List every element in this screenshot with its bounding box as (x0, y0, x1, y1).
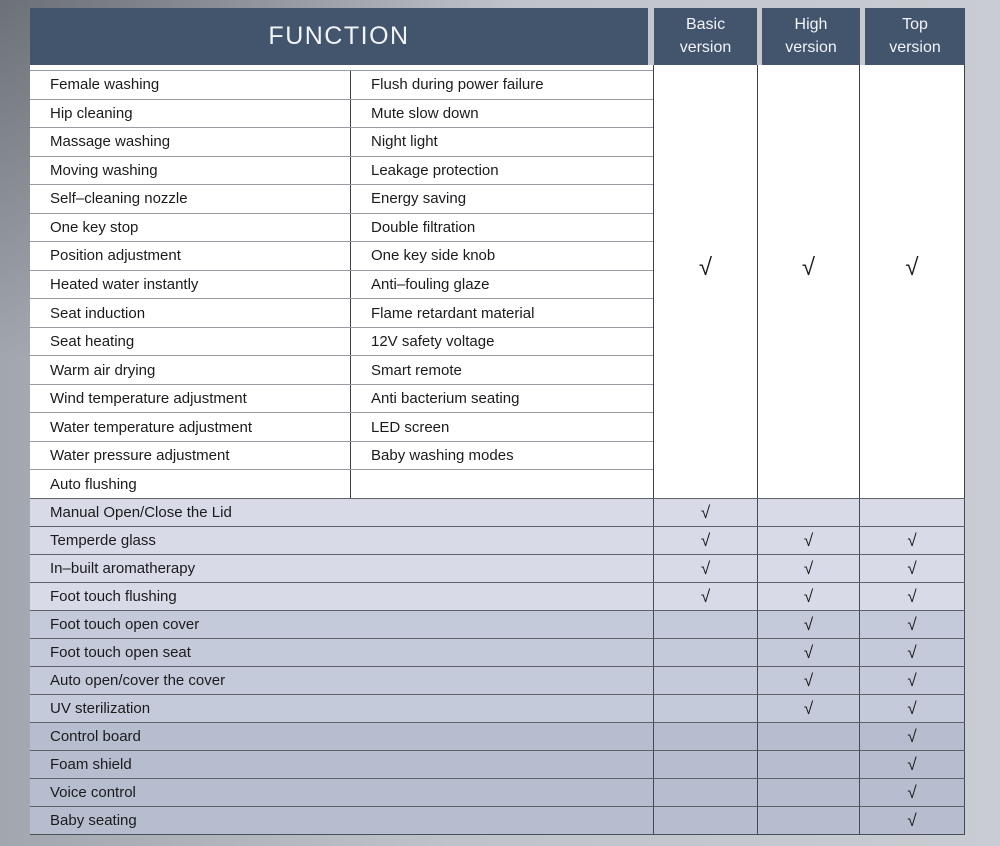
function-cell: Water pressure adjustment (50, 447, 230, 465)
function-cell (350, 470, 653, 498)
function-cell: Position adjustment (50, 247, 181, 265)
high-check-cell (757, 751, 859, 778)
function-cell: Hip cleaning (50, 104, 133, 122)
function-cell: Flush during power failure (350, 71, 653, 99)
top-check-cell (859, 499, 965, 526)
table-row (30, 184, 653, 213)
table-row (30, 610, 965, 638)
function-cell: Double filtration (350, 214, 653, 242)
function-cell: LED screen (350, 413, 653, 441)
basic-check-cell: √ (653, 499, 757, 526)
feature-cell: Foot touch flushing (50, 588, 177, 605)
basic-check-cell (653, 807, 757, 834)
header-line: version (889, 38, 941, 56)
function-cell: Mute slow down (350, 100, 653, 128)
feature-cell: In–built aromatherapy (50, 560, 196, 577)
high-check-cell: √ (757, 527, 859, 554)
table-row (30, 806, 965, 834)
table-row (30, 498, 965, 526)
feature-cell: Temperde glass (50, 532, 156, 549)
table-row (30, 99, 653, 128)
basic-check-cell (653, 667, 757, 694)
basic-check-cell: √ (653, 583, 757, 610)
function-cell: Moving washing (50, 161, 158, 179)
function-cell: Leakage protection (350, 157, 653, 185)
header-line: Top (902, 16, 928, 34)
function-cell: Female washing (50, 76, 160, 94)
table-header (30, 8, 965, 65)
feature-cell: Foot touch open cover (50, 616, 200, 633)
top-check-cell: √ (859, 527, 965, 554)
basic-check-cell (653, 723, 757, 750)
function-cell: One key stop (50, 218, 139, 236)
function-cell: Wind temperature adjustment (50, 390, 247, 408)
header-line: version (785, 38, 837, 56)
function-cell: Night light (350, 128, 653, 156)
top-check-cell: √ (859, 667, 965, 694)
basic-check-cell: √ (653, 555, 757, 582)
function-cell: Anti–fouling glaze (350, 271, 653, 299)
top-version-header (865, 8, 965, 65)
comparison-table (30, 8, 965, 835)
header-line: version (679, 38, 732, 56)
top-check-cell: √ (859, 807, 965, 834)
top-check-cell: √ (859, 639, 965, 666)
function-cell: Smart remote (350, 356, 653, 384)
header-line: High (794, 16, 828, 34)
table-row (30, 241, 653, 270)
table-row (30, 554, 965, 582)
function-list (30, 70, 653, 498)
table-row (30, 666, 965, 694)
table-row (30, 582, 965, 610)
high-check-cell: √ (757, 667, 859, 694)
table-row (30, 156, 653, 185)
basic-check-cell (653, 611, 757, 638)
feature-cell: Baby seating (50, 812, 137, 829)
function-cell: Water temperature adjustment (50, 418, 253, 436)
check-mark: √ (801, 253, 816, 281)
high-check-cell: √ (757, 583, 859, 610)
table-row (30, 127, 653, 156)
high-version-header (762, 8, 860, 65)
top-version-check-cell (859, 65, 965, 498)
function-cell: Self–cleaning nozzle (50, 190, 188, 208)
table-row (30, 526, 965, 554)
table-row (30, 70, 653, 99)
high-version-check-cell (757, 65, 859, 498)
function-cell: Heated water instantly (50, 275, 199, 293)
table-row (30, 355, 653, 384)
function-cell: One key side knob (350, 242, 653, 270)
function-cell: Baby washing modes (350, 442, 653, 470)
basic-check-cell (653, 695, 757, 722)
table-row (30, 638, 965, 666)
feature-cell: Auto open/cover the cover (50, 672, 226, 689)
table-row (30, 270, 653, 299)
high-check-cell (757, 807, 859, 834)
high-check-cell: √ (757, 639, 859, 666)
function-cell: Anti bacterium seating (350, 385, 653, 413)
top-check-cell: √ (859, 583, 965, 610)
table-row (30, 694, 965, 722)
function-cell: Warm air drying (50, 361, 156, 379)
basic-check-cell (653, 751, 757, 778)
table-row (30, 722, 965, 750)
basic-check-cell (653, 779, 757, 806)
function-cell: Seat induction (50, 304, 146, 322)
table-row (30, 750, 965, 778)
table-row (30, 469, 653, 498)
basic-version-header (654, 8, 757, 65)
high-check-cell: √ (757, 555, 859, 582)
top-check-cell: √ (859, 723, 965, 750)
feature-cell: Control board (50, 728, 141, 745)
function-cell: Energy saving (350, 185, 653, 213)
top-check-cell: √ (859, 751, 965, 778)
function-cell: 12V safety voltage (350, 328, 653, 356)
basic-check-cell: √ (653, 527, 757, 554)
function-cell: Flame retardant material (350, 299, 653, 327)
feature-cell: Foot touch open seat (50, 644, 191, 661)
feature-cell: Manual Open/Close the Lid (50, 504, 232, 521)
high-check-cell: √ (757, 611, 859, 638)
top-check-cell: √ (859, 695, 965, 722)
table-row (30, 412, 653, 441)
basic-version-check-cell (653, 65, 757, 498)
high-check-cell: √ (757, 695, 859, 722)
function-column-header: FUNCTION (30, 8, 648, 65)
check-mark: √ (905, 253, 919, 281)
feature-cell: UV sterilization (50, 700, 151, 717)
table-row (30, 298, 653, 327)
top-check-cell: √ (859, 779, 965, 806)
table-row (30, 778, 965, 806)
version-features-section (30, 498, 965, 835)
high-check-cell (757, 779, 859, 806)
function-cell: Auto flushing (50, 475, 137, 493)
function-cell: Seat heating (50, 333, 135, 351)
high-check-cell (757, 723, 859, 750)
basic-check-cell (653, 639, 757, 666)
top-check-cell: √ (859, 555, 965, 582)
header-line: Basic (685, 16, 726, 34)
top-check-cell: √ (859, 611, 965, 638)
check-mark: √ (698, 253, 713, 281)
table-row (30, 441, 653, 470)
feature-cell: Voice control (50, 784, 136, 801)
common-functions-section (30, 65, 965, 498)
table-row (30, 327, 653, 356)
table-row (30, 213, 653, 242)
table-row (30, 384, 653, 413)
high-check-cell (757, 499, 859, 526)
function-cell: Massage washing (50, 133, 171, 151)
feature-cell: Foam shield (50, 756, 132, 773)
